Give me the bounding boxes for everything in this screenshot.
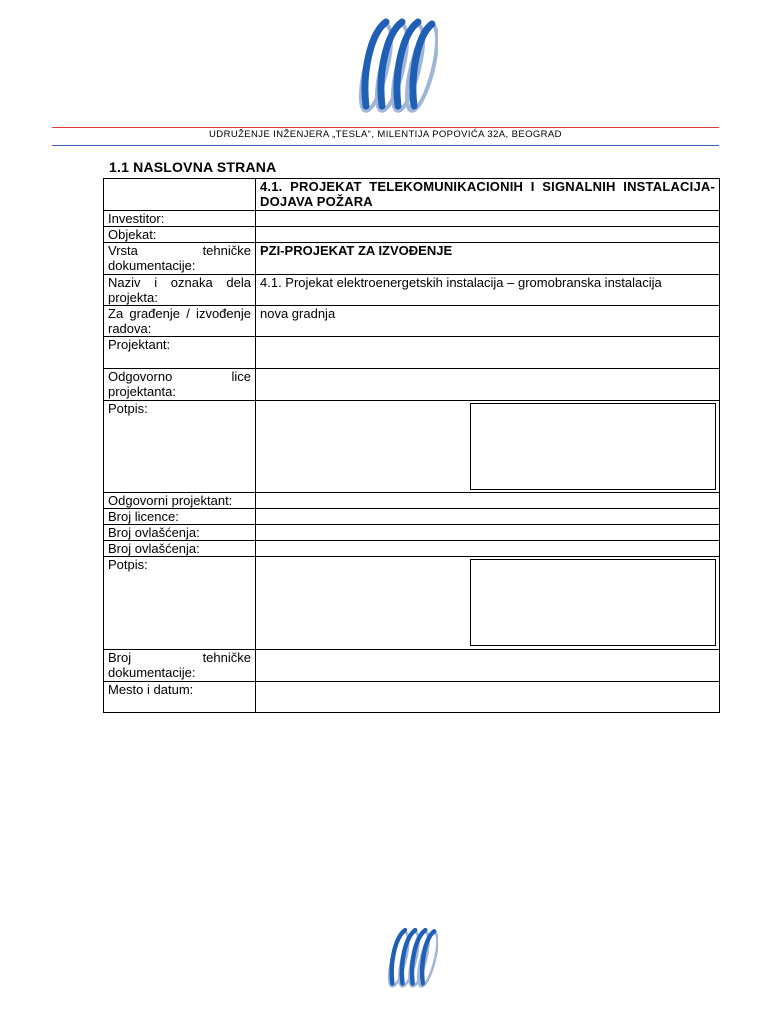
title-page-table	[103, 178, 720, 713]
signature-box[interactable]	[470, 559, 716, 646]
potpis-cell	[256, 557, 720, 650]
objekat-value[interactable]	[256, 227, 720, 243]
odgovorni-projektant-value[interactable]	[256, 493, 720, 509]
broj-ovlascenja-label: Broj ovlašćenja:	[104, 525, 256, 541]
naziv-value[interactable]: 4.1. Projekat elektroenergetskih instalacija – gromobranska instalacija	[256, 275, 720, 306]
odgovorno-lice-label: Odgovorno lice projektanta:	[104, 369, 256, 401]
section-title: 1.1 NASLOVNA STRANA	[109, 159, 277, 175]
broj-licence-label: Broj licence:	[104, 509, 256, 525]
odgovorni-projektant-label: Odgovorni projektant:	[104, 493, 256, 509]
broj-tehnicke-value[interactable]	[256, 650, 720, 682]
projektant-label: Projektant:	[104, 337, 256, 369]
header-rule-red	[52, 127, 719, 128]
mesto-datum-label: Mesto i datum:	[104, 682, 256, 713]
naziv-label: Naziv i oznaka dela projekta:	[104, 275, 256, 306]
vrsta-label: Vrsta tehničke dokumentacije:	[104, 243, 256, 275]
broj-ovlascenja-value[interactable]	[256, 541, 720, 557]
organization-header: UDRUŽENJE INŽENJERA „TESLA“, MILENTIJA POPOVIĆA 32A, BEOGRAD	[209, 129, 562, 140]
broj-tehnicke-label: Broj tehničke dokumentacije:	[104, 650, 256, 682]
tesla-logo-footer	[386, 925, 438, 991]
vrsta-value[interactable]: PZI-PROJEKAT ZA IZVOĐENJE	[256, 243, 720, 275]
signature-box[interactable]	[470, 403, 716, 490]
empty-header-cell	[104, 179, 256, 211]
investitor-label: Investitor:	[104, 211, 256, 227]
project-title: 4.1. PROJEKAT TELEKOMUNIKACIONIH I SIGNALNIH INSTALACIJA-DOJAVA POŽARA	[256, 179, 720, 211]
broj-ovlascenja-label: Broj ovlašćenja:	[104, 541, 256, 557]
gradjenje-label: Za građenje / izvođenje radova:	[104, 306, 256, 337]
mesto-datum-value[interactable]	[256, 682, 720, 713]
objekat-label: Objekat:	[104, 227, 256, 243]
tesla-logo	[356, 14, 438, 118]
investitor-value[interactable]	[256, 211, 720, 227]
header-rule-blue	[52, 145, 719, 146]
broj-ovlascenja-value[interactable]	[256, 525, 720, 541]
potpis-cell	[256, 401, 720, 493]
broj-licence-value[interactable]	[256, 509, 720, 525]
gradjenje-value[interactable]: nova gradnja	[256, 306, 720, 337]
potpis-label: Potpis:	[104, 557, 256, 650]
projektant-value[interactable]	[256, 337, 720, 369]
odgovorno-lice-value[interactable]	[256, 369, 720, 401]
potpis-label: Potpis:	[104, 401, 256, 493]
